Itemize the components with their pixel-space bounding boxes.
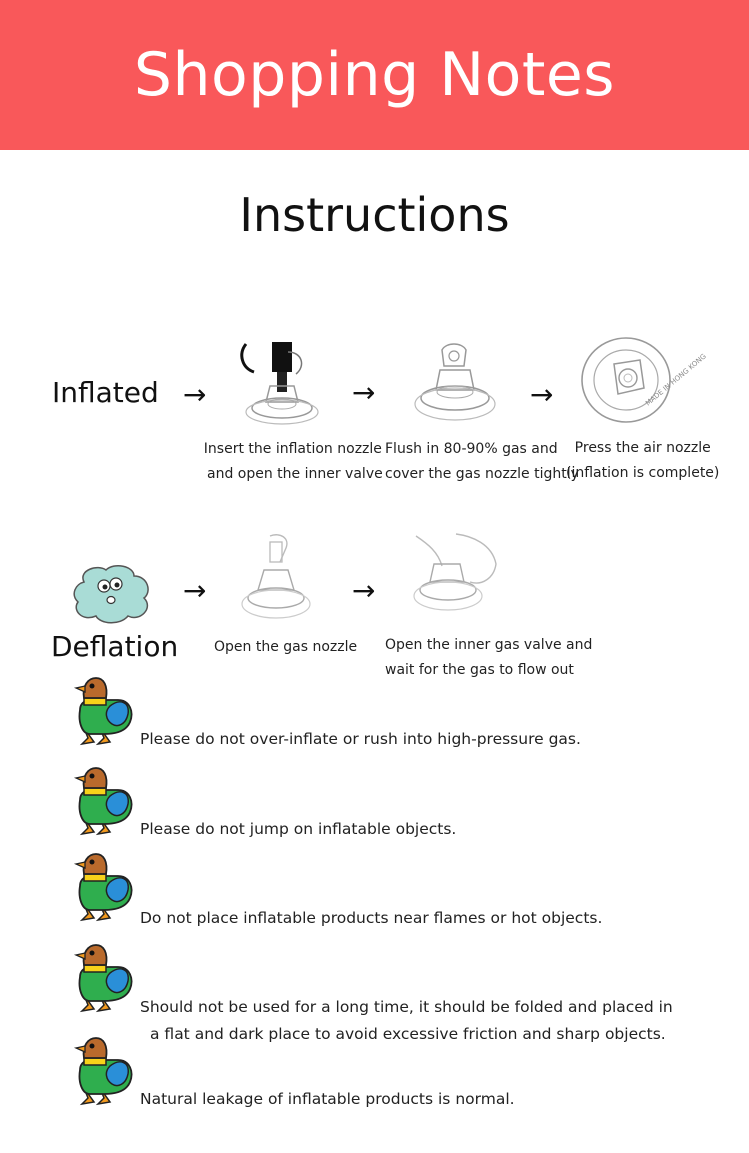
caption-line: Press the air nozzle bbox=[574, 440, 711, 456]
duck-bullet-icon bbox=[74, 766, 136, 838]
deflation-label: Deflation bbox=[51, 630, 179, 663]
duck-bullet-icon bbox=[74, 852, 136, 924]
instructions-heading: Instructions bbox=[239, 188, 510, 242]
duck-bullet-icon bbox=[74, 943, 136, 1015]
arrow-icon: → bbox=[530, 378, 554, 411]
duck-bullet-icon bbox=[74, 676, 136, 748]
note-text: Natural leakage of inflatable products is normal. bbox=[140, 1090, 515, 1108]
valve-top-view-illustration bbox=[578, 334, 708, 426]
arrow-icon: → bbox=[352, 376, 376, 409]
note-text: Do not place inflatable products near flames or hot objects. bbox=[140, 909, 603, 927]
header-banner bbox=[0, 0, 749, 150]
page-title: Shopping Notes bbox=[133, 40, 616, 110]
nozzle-insert-illustration bbox=[232, 338, 322, 430]
caption-line: Open the inner gas valve and bbox=[385, 637, 593, 653]
arrow-icon: → bbox=[352, 574, 376, 607]
note-text: Please do not jump on inflatable objects. bbox=[140, 820, 457, 838]
caption-line: cover the gas nozzle tightly bbox=[385, 466, 579, 482]
caption-line: Flush in 80-90% gas and bbox=[385, 441, 558, 457]
inflate-step-1-caption bbox=[203, 437, 383, 487]
leaking-blob-icon bbox=[70, 562, 156, 626]
arrow-icon: → bbox=[183, 574, 207, 607]
valve-cover-illustration bbox=[410, 340, 502, 430]
caption-line: Insert the inflation nozzle bbox=[203, 441, 382, 457]
caption-line: Open the gas nozzle bbox=[214, 639, 358, 655]
inflated-label: Inflated bbox=[52, 376, 159, 409]
note-text: Should not be used for a long time, it should be folded and placed in bbox=[140, 998, 673, 1016]
arrow-icon: → bbox=[183, 378, 207, 411]
deflate-step-1-caption bbox=[214, 635, 357, 660]
caption-line: (inflation is complete) bbox=[566, 465, 720, 481]
inflate-step-3-caption bbox=[566, 436, 719, 486]
inflate-step-2-caption bbox=[385, 437, 579, 487]
note-text-continued: a flat and dark place to avoid excessive friction and sharp objects. bbox=[150, 1025, 666, 1043]
valve-stamp-text: MADE IN HONG KONG bbox=[644, 352, 708, 408]
note-text: Please do not over-inflate or rush into high-pressure gas. bbox=[140, 730, 581, 748]
squeeze-valve-illustration bbox=[408, 530, 500, 616]
caption-line: wait for the gas to flow out bbox=[385, 662, 574, 678]
caption-line: and open the inner valve bbox=[207, 466, 383, 482]
deflate-step-2-caption bbox=[385, 633, 592, 683]
duck-bullet-icon bbox=[74, 1036, 136, 1108]
open-valve-illustration bbox=[240, 532, 312, 628]
